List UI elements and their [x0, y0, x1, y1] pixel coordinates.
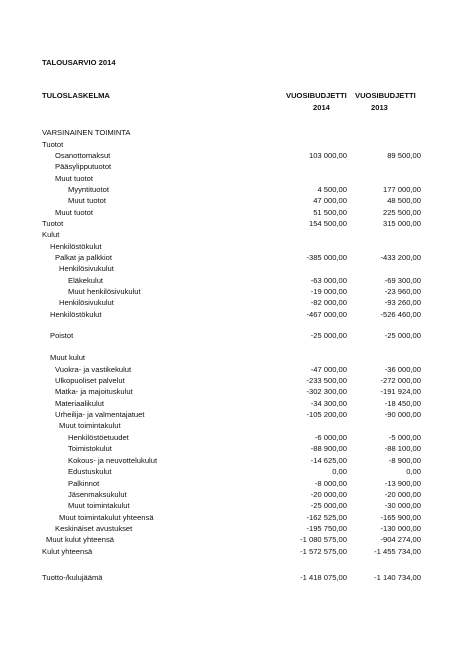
value-2013: -1 455 734,00	[374, 547, 421, 556]
value-2013: -191 924,00	[380, 387, 421, 396]
value-2014: -1 080 575,00	[300, 535, 347, 544]
value-2014: -195 750,00	[306, 524, 347, 533]
table-row	[0, 264, 467, 276]
value-2013: -93 260,00	[384, 298, 421, 307]
value-2013: -69 300,00	[384, 276, 421, 285]
row-label: Tuotot	[42, 219, 64, 228]
value-2014: -385 000,00	[306, 253, 347, 262]
value-2013: -904 274,00	[380, 535, 421, 544]
value-2013: 177 000,00	[382, 185, 421, 194]
value-2013: -36 000,00	[384, 365, 421, 374]
table-row	[0, 547, 467, 559]
value-2014: 51 500,00	[313, 208, 347, 217]
table-row	[0, 421, 467, 433]
row-label: Muut toimintakulut yhteensä	[59, 513, 154, 522]
value-2013: 89 500,00	[387, 151, 421, 160]
row-label: Muut tuotot	[68, 196, 106, 205]
value-2014: -25 000,00	[310, 501, 347, 510]
value-2014: 4 500,00	[317, 185, 347, 194]
value-2013: -272 000,00	[380, 376, 421, 385]
row-label: Henkilösivukulut	[59, 298, 114, 307]
row-label: Henkilöstökulut	[50, 310, 102, 319]
table-row	[0, 162, 467, 174]
table-row	[0, 387, 467, 399]
table-row	[0, 310, 467, 322]
value-2013: -18 450,00	[384, 399, 421, 408]
row-label: Eläkekulut	[68, 276, 104, 285]
table-row	[0, 298, 467, 310]
value-2014: -20 000,00	[310, 490, 347, 499]
value-2013: -13 900,00	[384, 479, 421, 488]
table-row	[0, 331, 467, 343]
row-label: Urheilija- ja valmentajatuet	[55, 410, 145, 419]
value-2013: -526 460,00	[380, 310, 421, 319]
row-label: Poistot	[50, 331, 74, 340]
value-2014: -8 000,00	[314, 479, 347, 488]
row-label: Matka- ja majoituskulut	[55, 387, 133, 396]
value-2014: -1 572 575,00	[300, 547, 347, 556]
value-2013: -165 900,00	[380, 513, 421, 522]
value-2013: -23 960,00	[384, 287, 421, 296]
table-row	[0, 467, 467, 479]
value-2013: -5 000,00	[388, 433, 421, 442]
row-label: Muut kulut yhteensä	[46, 535, 114, 544]
row-label: Ulkopuoliset palvelut	[55, 376, 125, 385]
value-2014: -302 300,00	[306, 387, 347, 396]
row-label: Osanottomaksut	[55, 151, 111, 160]
column-header-2013: VUOSIBUDJETTI	[355, 91, 416, 100]
value-2013: 315 000,00	[382, 219, 421, 228]
row-label: Materiaalikulut	[55, 399, 104, 408]
row-label: Kokous- ja neuvottelukulut	[68, 456, 158, 465]
value-2013: -20 000,00	[384, 490, 421, 499]
column-header-2013-year: 2013	[371, 103, 388, 112]
row-label: Palkinnot	[68, 479, 100, 488]
value-2014: 103 000,00	[308, 151, 347, 160]
table-row	[0, 573, 467, 585]
value-2014: -105 200,00	[306, 410, 347, 419]
row-label: Pääsylipputuotot	[55, 162, 112, 171]
row-label: Muut tuotot	[55, 208, 93, 217]
value-2014: -82 000,00	[310, 298, 347, 307]
row-label: Tuotto-/kulujäämä	[42, 573, 103, 582]
value-2014: -63 000,00	[310, 276, 347, 285]
value-2014: -34 300,00	[310, 399, 347, 408]
row-label: Edustuskulut	[68, 467, 112, 476]
value-2013: -88 100,00	[384, 444, 421, 453]
table-row	[0, 535, 467, 547]
value-2013: -25 000,00	[384, 331, 421, 340]
value-2013: -130 000,00	[380, 524, 421, 533]
value-2013: -8 900,00	[388, 456, 421, 465]
value-2013: -1 140 734,00	[374, 573, 421, 582]
row-label: VARSINAINEN TOIMINTA	[42, 128, 131, 137]
value-2014: -467 000,00	[306, 310, 347, 319]
column-header-2014: VUOSIBUDJETTI	[286, 91, 347, 100]
row-label: Muut toimintakulut	[59, 421, 121, 430]
table-row	[0, 196, 467, 208]
row-label: Keskinäiset avustukset	[55, 524, 133, 533]
table-row	[0, 353, 467, 365]
value-2013: -433 200,00	[380, 253, 421, 262]
row-label: Henkilöstöetuudet	[68, 433, 129, 442]
value-2014: -162 525,00	[306, 513, 347, 522]
column-header-2014-year: 2014	[313, 103, 330, 112]
row-label: Kulut yhteensä	[42, 547, 93, 556]
value-2013: -90 000,00	[384, 410, 421, 419]
row-label: Jäsenmaksukulut	[68, 490, 127, 499]
row-label: Muut kulut	[50, 353, 86, 362]
value-2014: 47 000,00	[313, 196, 347, 205]
table-row	[0, 501, 467, 513]
value-2014: -1 418 075,00	[300, 573, 347, 582]
row-label: Henkilöstökulut	[50, 242, 102, 251]
value-2013: 0,00	[406, 467, 421, 476]
section-heading: TULOSLASKELMA	[42, 91, 110, 100]
value-2013: 48 500,00	[387, 196, 421, 205]
row-label: Henkilösivukulut	[59, 264, 114, 273]
value-2014: -25 000,00	[310, 331, 347, 340]
value-2014: -47 000,00	[310, 365, 347, 374]
value-2014: 154 500,00	[308, 219, 347, 228]
value-2014: -88 900,00	[310, 444, 347, 453]
row-label: Muut henkilösivukulut	[68, 287, 141, 296]
row-label: Myyntituotot	[68, 185, 109, 194]
row-label: Palkat ja palkkiot	[55, 253, 112, 262]
value-2014: -233 500,00	[306, 376, 347, 385]
row-label: Muut tuotot	[55, 174, 93, 183]
row-label: Muut toimintakulut	[68, 501, 130, 510]
table-row	[0, 128, 467, 140]
document-title: TALOUSARVIO 2014	[42, 58, 116, 67]
table-row	[0, 444, 467, 456]
row-label: Toimistokulut	[68, 444, 112, 453]
value-2014: 0,00	[332, 467, 347, 476]
value-2013: 225 500,00	[382, 208, 421, 217]
row-label: Kulut	[42, 230, 60, 239]
row-label: Vuokra- ja vastikekulut	[55, 365, 132, 374]
row-label: Tuotot	[42, 140, 64, 149]
value-2014: -19 000,00	[310, 287, 347, 296]
table-row	[0, 230, 467, 242]
value-2014: -14 625,00	[310, 456, 347, 465]
value-2013: -30 000,00	[384, 501, 421, 510]
value-2014: -6 000,00	[314, 433, 347, 442]
